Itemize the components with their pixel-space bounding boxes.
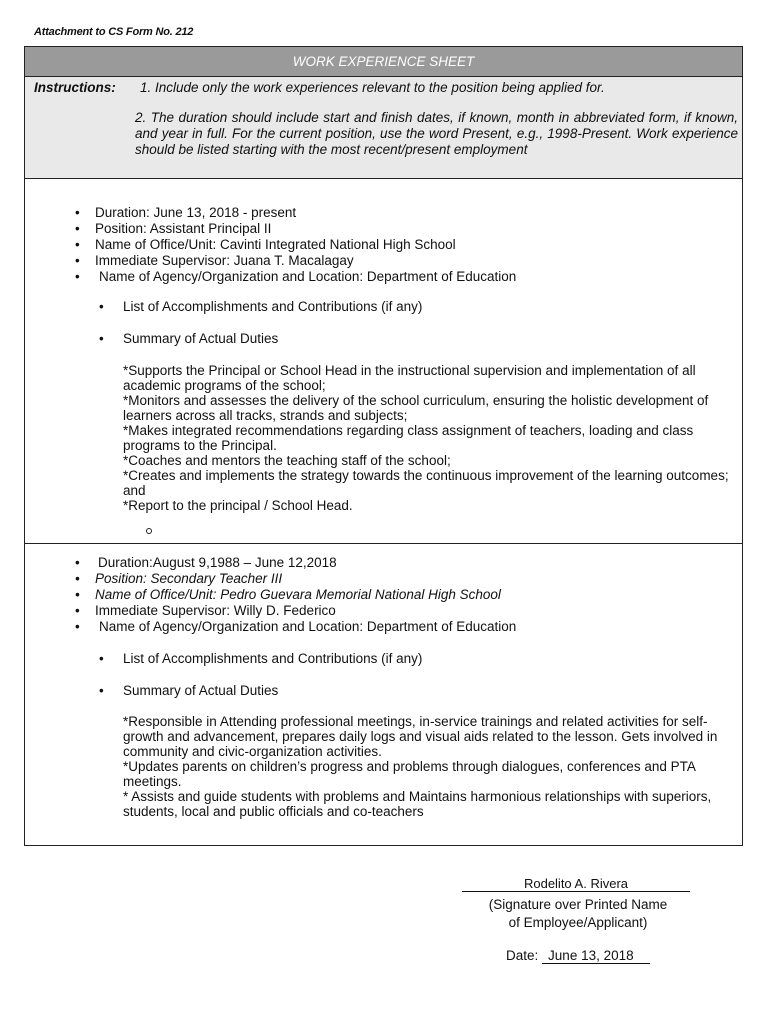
- entry-1-agency: • Name of Agency/Organization and Location: Department of Education: [75, 269, 516, 285]
- instruction-1: 1. Include only the work experiences relevant to the position being applied for.: [140, 80, 605, 95]
- date-row: [506, 948, 650, 963]
- signature-caption-line-1: (Signature over Printed Name: [488, 897, 668, 912]
- entry-2-agency: • Name of Agency/Organization and Location: Department of Education: [75, 619, 516, 635]
- instruction-2: 2. The duration should include start and finish dates, if known, month in abbreviated form, if known, and year in full. For the current position, use the word Present, e.g., 1998-Present. Work experience should be listed starting with the most recent/present employment: [135, 110, 738, 157]
- entry-1-duration: • Duration: June 13, 2018 - present: [75, 205, 516, 221]
- entry-2-position: • Position: Secondary Teacher III: [75, 571, 516, 587]
- entry-1-duty: *Report to the principal / School Head.: [123, 498, 353, 513]
- date-label: Date:: [506, 948, 539, 963]
- instructions-label: Instructions:: [34, 80, 116, 95]
- entry-2-accomplishments-label: • List of Accomplishments and Contributions (if any): [99, 651, 422, 666]
- entry-1-duty: *Creates and implements the strategy towards the continuous improvement of the learning outcomes; and: [123, 468, 729, 498]
- signature-name: Rodelito A. Rivera: [462, 876, 690, 892]
- entry-2-supervisor: • Immediate Supervisor: Willy D. Federico: [75, 603, 516, 619]
- entry-1-fields: [75, 205, 516, 285]
- entry-1-office: • Name of Office/Unit: Cavinti Integrated National High School: [75, 237, 516, 253]
- entry-1-duty: *Supports the Principal or School Head in the instructional supervision and implementation of all academic programs of the school;: [123, 363, 696, 393]
- entry-1-position: • Position: Assistant Principal II: [75, 221, 516, 237]
- entry-1-accomplishments-label: • List of Accomplishments and Contributions (if any): [99, 299, 422, 314]
- entry-1-duties: [123, 363, 733, 513]
- signature-caption-line-2: of Employee/Applicant): [508, 915, 648, 930]
- entry-1-duties-label: • Summary of Actual Duties: [99, 331, 278, 346]
- entry-2-duties-label: • Summary of Actual Duties: [99, 683, 278, 698]
- attachment-label: Attachment to CS Form No. 212: [34, 26, 194, 38]
- entry-2-duty: *Updates parents on children’s progress and problems through dialogues, conferences and PTA meetings.: [123, 759, 696, 789]
- entry-2-duty: *Responsible in Attending professional meetings, in-service trainings and related activities for self-growth and advancement, prepares daily logs and visual aids related to the lesson. Gets involved in community and civic-organization activities.: [123, 714, 718, 759]
- entry-1-supervisor: • Immediate Supervisor: Juana T. Macalagay: [75, 253, 516, 269]
- entry-2-office: • Name of Office/Unit: Pedro Guevara Memorial National High School: [75, 587, 516, 603]
- entry-2-fields: [75, 555, 516, 635]
- entry-2-duty: * Assists and guide students with problems and Maintains harmonious relationships with superiors, students, local and public officials and co-teachers: [123, 789, 712, 819]
- instructions-section: [25, 77, 742, 179]
- experience-entry-1: [25, 179, 742, 544]
- entry-1-duty: *Monitors and assesses the delivery of the school curriculum, ensuring the holistic development of learners across all tracks, strands and subjects;: [123, 393, 709, 423]
- signature-caption: [468, 896, 688, 932]
- entry-2-duties: [123, 714, 733, 819]
- entry-1-duty: *Makes integrated recommendations regarding class assignment of teachers, loading and class programs to the Principal.: [123, 423, 694, 453]
- date-value: June 13, 2018: [542, 948, 650, 964]
- entry-1-duty: *Coaches and mentors the teaching staff of the school;: [123, 453, 451, 468]
- empty-sub-bullet-icon: [146, 528, 152, 534]
- work-experience-sheet: [24, 46, 743, 846]
- entry-2-duration: • Duration:August 9,1988 – June 12,2018: [75, 555, 516, 571]
- sheet-title: WORK EXPERIENCE SHEET: [25, 47, 742, 77]
